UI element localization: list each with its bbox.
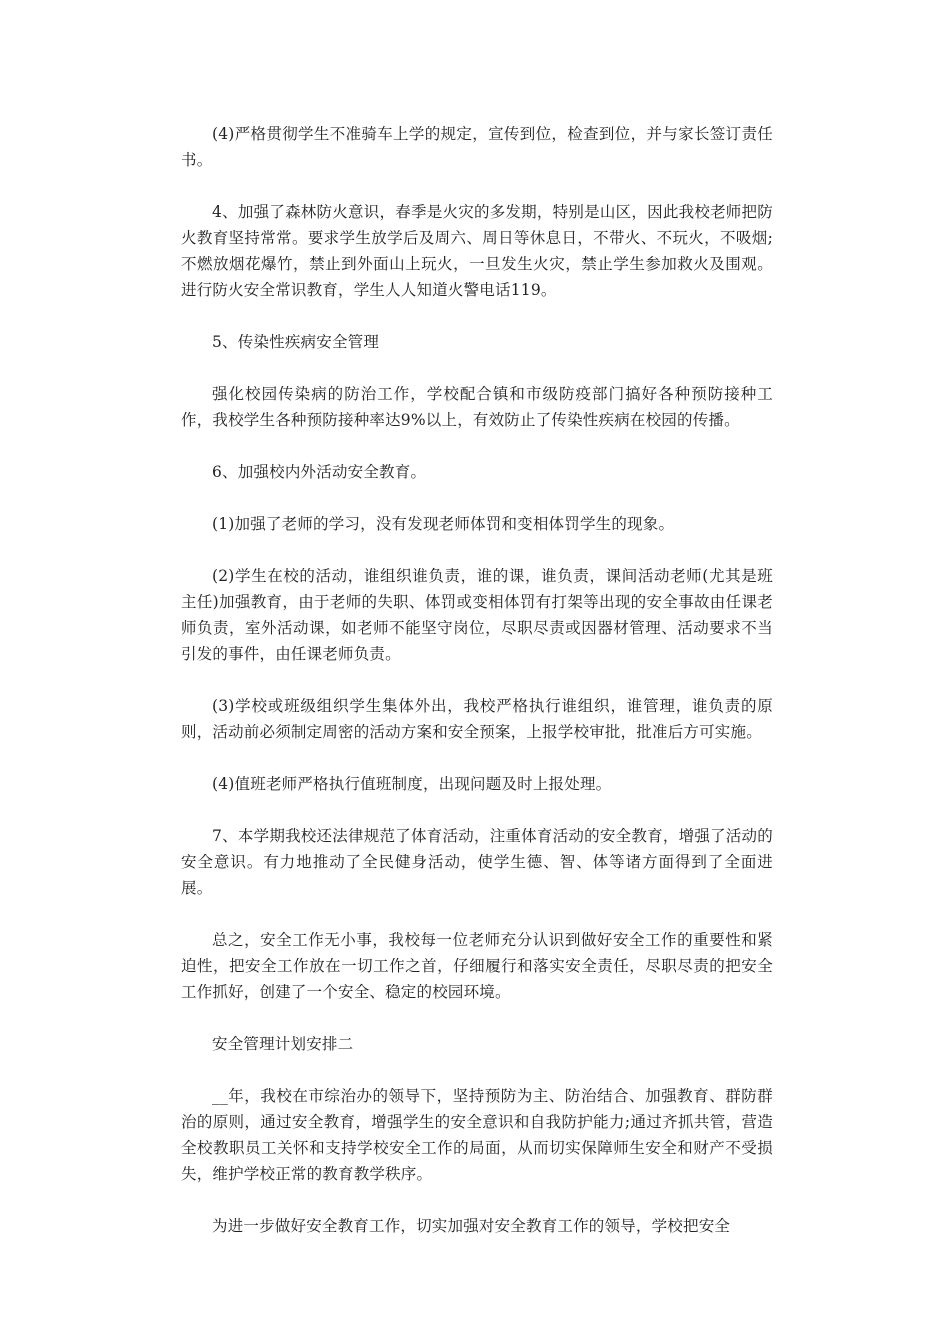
paragraph-in-school-activities: (2)学生在校的活动，谁组织谁负责，谁的课，谁负责，课间活动老师(尤其是班主任)加强教育，由于老师的失职、体罚或变相体罚有打架等出现的安全事故由任课老师负责，室外活动课，如老师不能坚守岗位，尽职尽责或因器材管理、活动要求不当引发的事件，由任课老师负责。 xyxy=(181,567,773,663)
paragraph-teacher-study: (1)加强了老师的学习，没有发现老师体罚和变相体罚学生的现象。 xyxy=(212,515,675,533)
paragraph-leadership: 为进一步做好安全教育工作，切实加强对安全教育工作的领导，学校把安全 xyxy=(212,1217,731,1235)
paragraph-group-outings: (3)学校或班级组织学生集体外出，我校严格执行谁组织，谁管理，谁负责的原则，活动前必须制定周密的活动方案和安全预案，上报学校审批，批准后方可实施。 xyxy=(181,697,773,741)
heading-infectious-disease: 5、传染性疾病安全管理 xyxy=(212,333,380,351)
heading-activity-safety: 6、加强校内外活动安全教育。 xyxy=(212,463,427,481)
paragraph-summary: 总之，安全工作无小事，我校每一位老师充分认识到做好安全工作的重要性和紧迫性，把安全工作放在一切工作之首，仔细履行和落实安全责任，尽职尽责的把安全工作抓好，创建了一个安全、稳定的校园环境。 xyxy=(181,931,773,1001)
paragraph-duty-teacher: (4)值班老师严格执行值班制度，出现问题及时上报处理。 xyxy=(212,775,612,793)
paragraph-year-overview: __年，我校在市综治办的领导下，坚持预防为主、防治结合、加强教育、群防群治的原则，通过安全教育，增强学生的安全意识和自我防护能力;通过齐抓共管，营造全校教职员工关怀和支持学校安全工作的局面，从而切实保障师生安全和财产不受损失，维护学校正常的教育教学秩序。 xyxy=(181,1087,773,1183)
heading-plan-two: 安全管理计划安排二 xyxy=(212,1035,354,1053)
paragraph-sports-activities: 7、本学期我校还法律规范了体育活动，注重体育活动的安全教育，增强了活动的安全意识。有力地推动了全民健身活动，使学生德、智、体等诸方面得到了全面进展。 xyxy=(181,827,773,897)
document-body xyxy=(181,121,773,1265)
paragraph-disease-prevention: 强化校园传染病的防治工作，学校配合镇和市级防疫部门搞好各种预防接种工作，我校学生各种预防接种率达9%以上，有效防止了传染性疾病在校园的传播。 xyxy=(181,385,773,429)
paragraph-fire-prevention: 4、加强了森林防火意识，春季是火灾的多发期，特别是山区，因此我校老师把防火教育坚持常常。要求学生放学后及周六、周日等休息日，不带火、不玩火，不吸烟;不燃放烟花爆竹，禁止到外面山上玩火，一旦发生火灾，禁止学生参加救火及围观。进行防火安全常识教育，学生人人知道火警电话119。 xyxy=(181,203,773,299)
paragraph-bicycle-rule: (4)严格贯彻学生不准骑车上学的规定，宣传到位，检查到位，并与家长签订责任书。 xyxy=(181,125,773,169)
